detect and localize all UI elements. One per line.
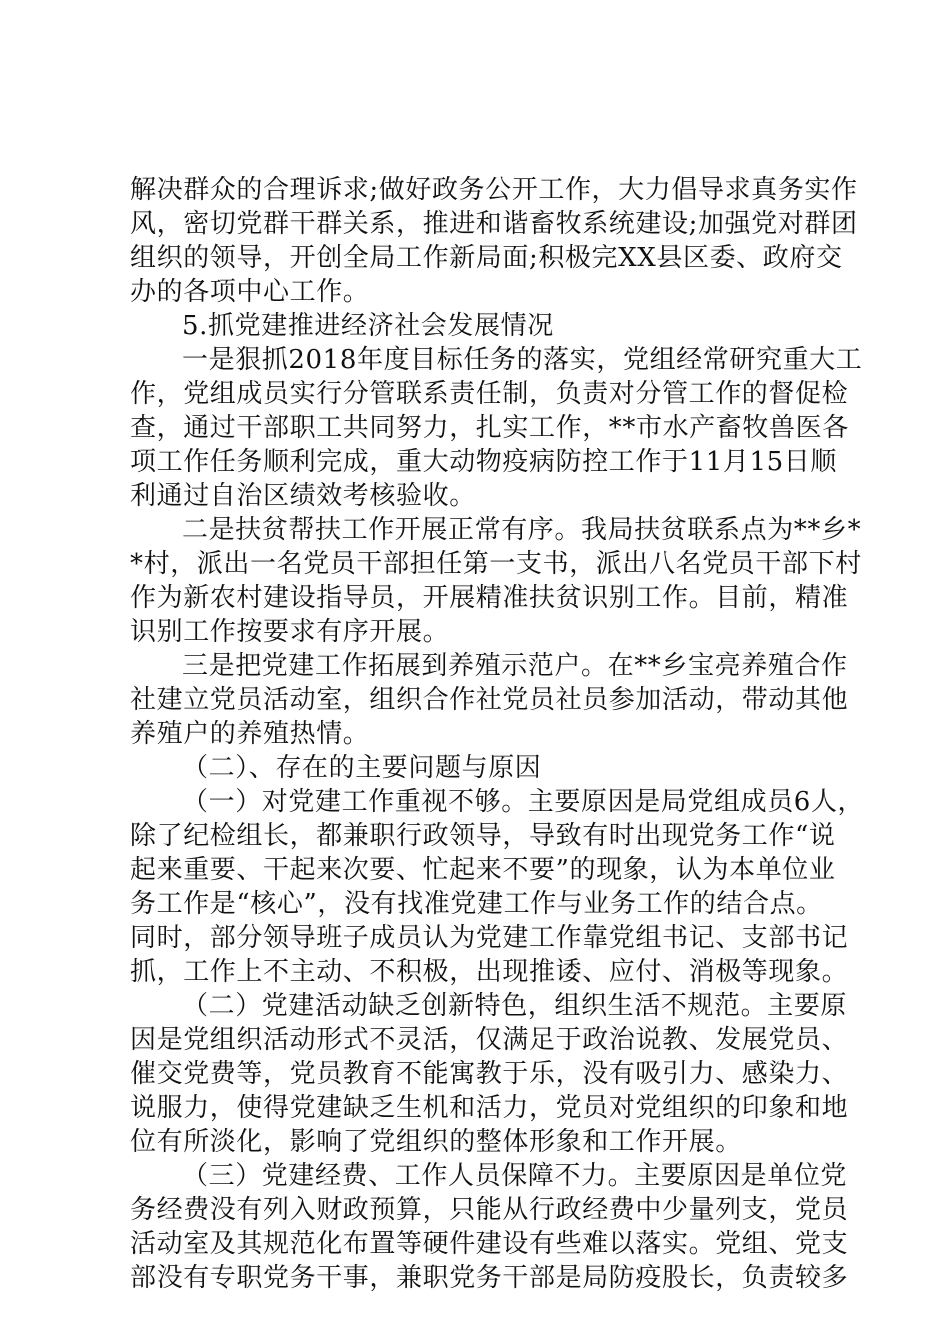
text-line: 除了纪检组长，都兼职行政领导，导致有时出现党务工作“说 [130,821,836,851]
text-line: 催交党费等，党员教育不能寓教于乐，没有吸引力、感染力、 [130,1059,849,1089]
text-line: 同时，部分领导班子成员认为党建工作靠党组书记、支部书记 [130,923,849,953]
text-line: 作为新农村建设指导员，开展精准扶贫识别工作。目前，精准 [130,583,849,613]
text-line: 社建立党员活动室，组织合作社党员社员参加活动，带动其他 [130,685,849,715]
text-line: （三）党建经费、工作人员保障不力。主要原因是单位党 [182,1161,848,1191]
text-line: 起来重要、干起来次要、忙起来不要”的现象，认为本单位业 [130,855,836,885]
text-line: 作，党组成员实行分管联系责任制，负责对分管工作的督促检 [130,379,849,409]
text-line: 养殖户的养殖热情。 [130,719,370,749]
text-line: 说服力，使得党建缺乏生机和活力，党员对党组织的印象和地 [130,1093,849,1123]
text-line: （二）党建活动缺乏创新特色，组织生活不规范。主要原 [182,991,848,1021]
text-line: 查，通过干部职工共同努力，扎实工作，**市水产畜牧兽医各 [130,413,849,443]
text-line: 风，密切党群干群关系，推进和谐畜牧系统建设;加强党对群团 [130,209,858,239]
text-line: 办的各项中心工作。 [130,277,370,307]
text-line: 抓，工作上不主动、不积极，出现推诿、应付、消极等现象。 [130,957,849,987]
text-line: 5.抓党建推进经济社会发展情况 [182,311,554,341]
text-line: 组织的领导，开创全局工作新局面;积极完XX县区委、政府交 [130,243,843,273]
document-body [130,173,865,1295]
text-line: 二是扶贫帮扶工作开展正常有序。我局扶贫联系点为**乡* [182,515,862,545]
text-line: （一）对党建工作重视不够。主要原因是局党组成员6人， [182,787,865,817]
text-line: 因是党组织活动形式不灵活，仅满足于政治说教、发展党员、 [130,1025,849,1055]
text-line: （二）、存在的主要问题与原因 [182,753,542,783]
text-line: 活动室及其规范化布置等硬件建设有些难以落实。党组、党支 [130,1229,849,1259]
text-line: 部没有专职党务干事，兼职党务干部是局防疫股长，负责较多 [130,1263,849,1293]
text-line: 一是狠抓2018年度目标任务的落实，党组经常研究重大工 [182,345,863,375]
text-line: 位有所淡化，影响了党组织的整体形象和工作开展。 [130,1127,742,1157]
text-line: *村，派出一名党员干部担任第一支书，派出八名党员干部下村 [130,549,862,579]
text-line: 务工作是“核心”，没有找准党建工作与业务工作的结合点。 [130,889,823,919]
text-line: 解决群众的合理诉求;做好政务公开工作，大力倡导求真务实作 [130,175,858,205]
text-line: 利通过自治区绩效考核验收。 [130,481,476,511]
text-line: 项工作任务顺利完成，重大动物疫病防控工作于11月15日顺 [130,447,837,477]
text-line: 三是把党建工作拓展到养殖示范户。在**乡宝亮养殖合作 [182,651,848,681]
text-line: 识别工作按要求有序开展。 [130,617,450,647]
text-line: 务经费没有列入财政预算，只能从行政经费中少量列支，党员 [130,1195,849,1225]
